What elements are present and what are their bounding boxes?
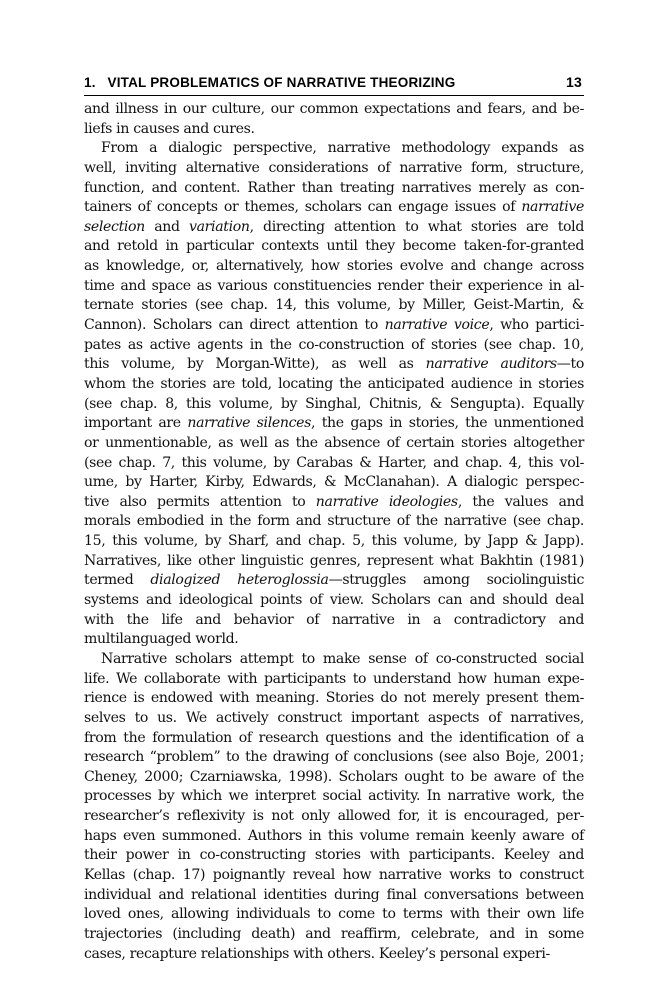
text-line: [84, 768, 584, 788]
text-line: [84, 689, 584, 709]
text-line: [84, 729, 584, 749]
text-line: [84, 532, 584, 552]
text-run: function, and content. Rather than treating narratives merely as con-: [84, 179, 584, 196]
text-line: [84, 198, 584, 218]
text-run: (see chap. 8, this volume, by Singhal, Chitnis, & Sengupta). Equally: [84, 395, 584, 412]
text-run: and: [144, 218, 189, 235]
text-run: or unmentionable, as well as the absence of certain stories altogether: [84, 434, 584, 451]
text-run: Narratives, like other linguistic genres, represent what Bakhtin (1981): [84, 552, 584, 569]
text-run: and illness in our culture, our common expectations and fears, and be-: [84, 101, 584, 117]
text-line: [84, 454, 584, 474]
text-line: [84, 237, 584, 257]
text-run: morals embodied in the form and structure of the narrative (see chap.: [84, 513, 584, 530]
text-run: (see chap. 7, this volume, by Carabas & Harter, and chap. 4, this vol-: [84, 454, 584, 471]
text-line: [84, 787, 584, 807]
italic-term: narrative silences: [187, 415, 311, 432]
text-run: research “problem” to the drawing of conclusions (see also Boje, 2001;: [84, 749, 584, 766]
text-run: loved ones, allowing individuals to come to terms with their own life: [84, 906, 584, 923]
text-line: [84, 493, 584, 513]
text-run: Cannon). Scholars can direct attention to: [84, 317, 385, 334]
text-line: [84, 512, 584, 532]
text-run: tive also permits attention to: [84, 493, 316, 510]
text-run: their power in co-constructing stories with participants. Keeley and: [84, 847, 584, 864]
text-run: with the life and behavior of narrative in a contradictory and: [84, 611, 584, 628]
text-run: this volume, by Morgan-Witte), as well as: [84, 356, 426, 373]
text-line: [84, 650, 584, 670]
text-line: [84, 571, 584, 591]
text-line: [84, 670, 584, 690]
text-run: as knowledge, or, alternatively, how stories evolve and change across: [84, 258, 584, 275]
text-line: [84, 375, 584, 395]
text-run: Cheney, 2000; Czarniawska, 1998). Scholars ought to be aware of the: [84, 768, 584, 785]
text-run: and retold in particular contexts until they become taken-for-granted: [84, 238, 584, 255]
text-run: , who partici-: [489, 317, 584, 334]
text-line: [84, 905, 584, 925]
text-run: from the formulation of research questions and the identification of a: [84, 729, 584, 746]
text-run: systems and ideological points of view. Scholars can and should deal: [84, 592, 584, 609]
text-line: [84, 709, 584, 729]
text-run: researcher’s reflexivity is not only allowed for, it is encouraged, per-: [84, 808, 584, 825]
text-line: [84, 159, 584, 179]
text-line: [84, 120, 584, 140]
italic-term: selection: [84, 218, 145, 235]
text-line: [84, 395, 584, 415]
text-run: whom the stories are told, locating the anticipated audience in stories: [84, 375, 584, 392]
text-run: , the values and: [457, 493, 584, 510]
italic-term: variation: [189, 218, 250, 235]
chapter-title: 1. VITAL PROBLEMATICS OF NARRATIVE THEORIZING: [84, 75, 456, 90]
text-line: [84, 630, 584, 650]
text-line: [84, 473, 584, 493]
text-run: haps even summoned. Authors in this volume remain keenly aware of: [84, 827, 584, 844]
text-line: [84, 886, 584, 906]
text-run: individual and relational identities during final conversations between: [84, 886, 584, 903]
running-header: [84, 73, 584, 96]
text-run: well, inviting alternative considerations of narrative form, structure,: [84, 159, 584, 176]
text-run: From a dialogic perspective, narrative methodology expands as: [101, 140, 584, 157]
text-run: life. We collaborate with participants to understand how human expe-: [84, 670, 584, 687]
text-line: [84, 807, 584, 827]
text-run: liefs in causes and cures.: [84, 120, 255, 137]
text-line: [84, 846, 584, 866]
text-line: [84, 866, 584, 886]
text-line: [84, 827, 584, 847]
text-run: pates as active agents in the co-construction of stories (see chap. 10,: [84, 336, 584, 353]
text-run: tainers of concepts or themes, scholars can engage issues of: [84, 199, 522, 216]
text-line: [84, 139, 584, 159]
text-line: [84, 218, 584, 238]
text-run: rience is endowed with meaning. Stories do not merely present them-: [84, 690, 584, 707]
text-line: [84, 336, 584, 356]
text-line: [84, 179, 584, 199]
text-line: [84, 434, 584, 454]
text-run: ternate stories (see chap. 14, this volume, by Miller, Geist-Martin, &: [84, 297, 584, 314]
text-line: [84, 414, 584, 434]
text-line: [84, 748, 584, 768]
text-run: ume, by Harter, Kirby, Edwards, & McClanahan). A dialogic perspec-: [84, 474, 584, 491]
text-run: selves to us. We actively construct important aspects of narratives,: [84, 709, 584, 726]
italic-term: dialogized heteroglossia: [150, 572, 329, 589]
text-line: [84, 611, 584, 631]
text-line: [84, 591, 584, 611]
italic-term: narrative auditors: [425, 356, 557, 373]
text-line: [84, 100, 584, 120]
text-run: termed: [84, 572, 151, 589]
text-line: [84, 277, 584, 297]
text-run: , directing attention to what stories are told: [249, 218, 585, 235]
text-line: [84, 945, 584, 965]
text-run: trajectories (including death) and reaffirm, celebrate, and in some: [84, 925, 584, 942]
text-line: [84, 355, 584, 375]
body-text: [84, 100, 584, 964]
text-line: [84, 257, 584, 277]
text-run: 15, this volume, by Sharf, and chap. 5, this volume, by Japp & Japp).: [84, 533, 584, 550]
text-line: [84, 552, 584, 572]
text-run: Kellas (chap. 17) poignantly reveal how narrative works to construct: [84, 866, 584, 883]
text-run: time and space as various constituencies render their experience in al-: [84, 277, 584, 294]
text-run: Narrative scholars attempt to make sense of co-constructed social: [101, 650, 584, 667]
page-number: 13: [566, 74, 582, 90]
text-run: multilanguaged world.: [84, 631, 239, 648]
text-line: [84, 316, 584, 336]
text-run: cases, recapture relationships with others. Keeley’s personal experi-: [84, 945, 550, 962]
text-run: important are: [84, 415, 188, 432]
italic-term: narrative voice: [384, 317, 490, 334]
italic-term: narrative ideologies: [315, 493, 458, 510]
text-line: [84, 296, 584, 316]
text-run: —struggles among sociolinguistic: [328, 572, 584, 589]
italic-term: narrative: [521, 199, 584, 216]
text-run: processes by which we interpret social activity. In narrative work, the: [84, 788, 584, 805]
text-line: [84, 925, 584, 945]
text-run: , the gaps in stories, the unmentioned: [311, 415, 584, 432]
text-run: —to: [556, 356, 584, 373]
